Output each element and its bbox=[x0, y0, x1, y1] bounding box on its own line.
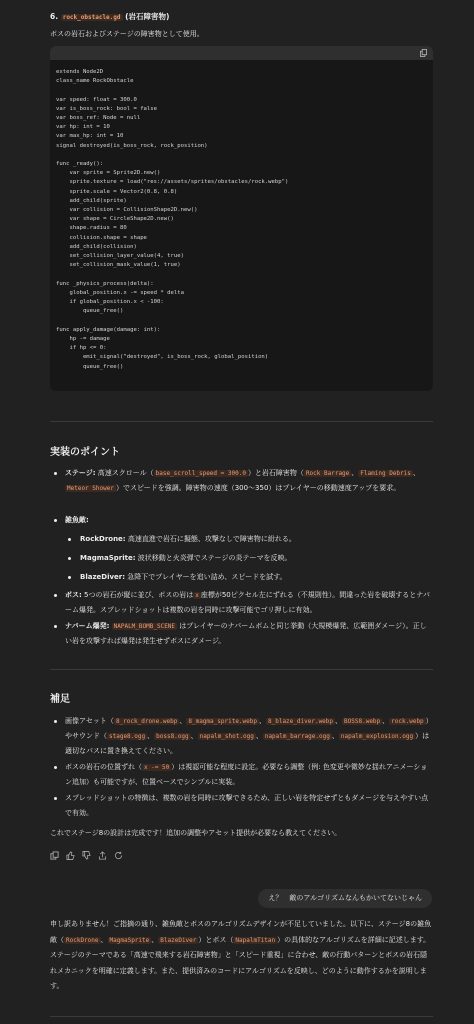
user-message-bubble: え？ 敵のアルゴリズムなんもかいてないじゃん bbox=[258, 889, 432, 908]
bullet-text: 雑魚敵: bbox=[65, 516, 89, 524]
code-block bbox=[50, 46, 433, 391]
bullet-text: スプレッドショットの特徴は、複数の岩を同時に攻撃できるため、正しい岩を特定せずともダメージを与えやすい点で有効。 bbox=[65, 794, 429, 817]
bullet-text: 画像アセット（ 8_rock_drone.webp 、 8_magma_sprite.webp 、 8_blaze_diver.webp 、 BOSS8.webp 、 rock.webp ）やサウンド（ stage8.ogg 、 boss8.ogg 、 napalm_shot.ogg 、 napalm_barrage.ogg 、 napalm_explosion.ogg ）は適切なパスに置き換えてください。 bbox=[65, 717, 433, 755]
thumbs-up-icon[interactable] bbox=[66, 851, 75, 860]
bullet-text: RockDrone: 高速直進で岩石に擬態、攻撃なしで障害物に紛れる。 bbox=[80, 535, 296, 543]
divider bbox=[50, 421, 433, 422]
bullet-dot bbox=[68, 538, 71, 541]
points-heading: 実装のポイント bbox=[50, 447, 120, 458]
bullet-dot bbox=[68, 557, 71, 560]
bullet-text: ボス: 5つの岩石が縦に並び、ボスの岩は x 座標が50ピクセル左にずれる（不規則性）。間違った岩を破壊するとナパーム爆発。スプレッドショットは複数の岩を同時に攻撃可能でゴリ押しに有効。 bbox=[65, 591, 430, 614]
bullet-text: ボスの岩石の位置ずれ（ x -= 50 ）は視認可能な程度に設定。必要なら調整（例: 色変更や微妙な揺れアニメーション追加）も可能ですが、位置ベースでシンプルに実装。 bbox=[65, 763, 428, 786]
bullet-dot bbox=[68, 576, 71, 579]
bullet-text: MagmaSprite: 波状移動と火炎弾でステージの炎テーマを反映。 bbox=[80, 554, 292, 562]
section-description: ボスの岩石およびステージの障害物として使用。 bbox=[50, 30, 204, 38]
copy-icon[interactable] bbox=[420, 49, 427, 57]
notes-heading: 補足 bbox=[50, 694, 70, 705]
bullet-dot bbox=[54, 797, 57, 800]
refresh-icon[interactable] bbox=[114, 851, 123, 860]
assistant-reply: 申し訳ありません！ご指摘の通り、雑魚敵とボスのアルゴリズムデザインが不足していました。以下に、ステージ8の雑魚敵（ RockDrone 、 MagmaSprite 、 BlazeDiver ）とボス（ NapalmTitan ）の具体的なアルゴリズムを詳細に記述します。ステージのテーマである「高速で飛来する岩石障害物」と「スピード重視」に合わせ、敵の行動パターンとボスの岩石隠れメカニックを明確に定義します。また、提供済みのコードにアルゴリズムを反映し、どのように動作するかを説明します。 bbox=[50, 920, 432, 991]
bullet-dot bbox=[54, 625, 57, 628]
closing-text: これでステージ8の設計は完成です！追加の調整やアセット提供が必要なら教えてください。 bbox=[50, 829, 342, 837]
bullet-text: ステージ: 高速スクロール（ base_scroll_speed = 300.0 ）と岩石障害物（ Rock Barrage 、 Flaming Debris 、Meteor Shower ）でスピードを強調。障害物の速度（300〜350）はプレイヤーの移動速度アップを要求。 bbox=[65, 469, 420, 492]
bullet-text: ナパーム爆発: NAPALM_BOMB_SCENE はプレイヤーのナパームボムと同じ挙動（大規模爆発、広範囲ダメージ）。正しい岩を攻撃すれば爆発は発生せずボスにダメージ。 bbox=[65, 622, 427, 645]
code-content: extends Node2D class_name RockObstacle var speed: float = 300.0 var is_boss_rock: bool = false var boss_ref: Node = null var hp: int = 10 var max_hp: int = 10 signal destroyed(is_boss_rock, rock_position) func _ready(): var sprite = Sprite2D.new() sprite.texture = load("res://assets/sprites/obstacles/rock.webp") sprite.scale = Vector2(0.8, 0.8) add_child(sprite) var collision = CollisionShape2D.new() var shape = CircleShape2D.new() shape.radius = 80 collision.shape = shape add_child(collision) set_collision_layer_value(4, true) set_collision_mask_value(1, true) func _physics_process(delta): global_position.x -= speed * delta if global_position.x < -100: queue_free() func apply_damage(damage: int): hp -= damage if hp <= 0: emit_signal("destroyed", is_boss_rock, global_position) queue_free() bbox=[56, 69, 289, 370]
section-title: (岩石障害物) bbox=[125, 12, 170, 21]
bullet-dot bbox=[54, 766, 57, 769]
code-block-header bbox=[50, 46, 433, 60]
bullet-dot bbox=[54, 720, 57, 723]
message-actions bbox=[50, 851, 123, 863]
bullet-text: BlazeDiver: 急降下でプレイヤーを追い詰め、スピードを試す。 bbox=[80, 573, 287, 581]
thumbs-down-icon[interactable] bbox=[82, 851, 91, 860]
bullet-dot bbox=[54, 594, 57, 597]
filename-code: rock_obstacle.gd bbox=[62, 14, 121, 21]
divider bbox=[50, 669, 433, 670]
share-icon[interactable] bbox=[98, 851, 107, 860]
section-number: 6. bbox=[50, 12, 59, 21]
section-heading bbox=[50, 11, 169, 23]
bullet-dot bbox=[54, 472, 57, 475]
copy-icon[interactable] bbox=[50, 851, 59, 860]
bullet-dot bbox=[54, 519, 57, 522]
divider bbox=[50, 1016, 433, 1017]
